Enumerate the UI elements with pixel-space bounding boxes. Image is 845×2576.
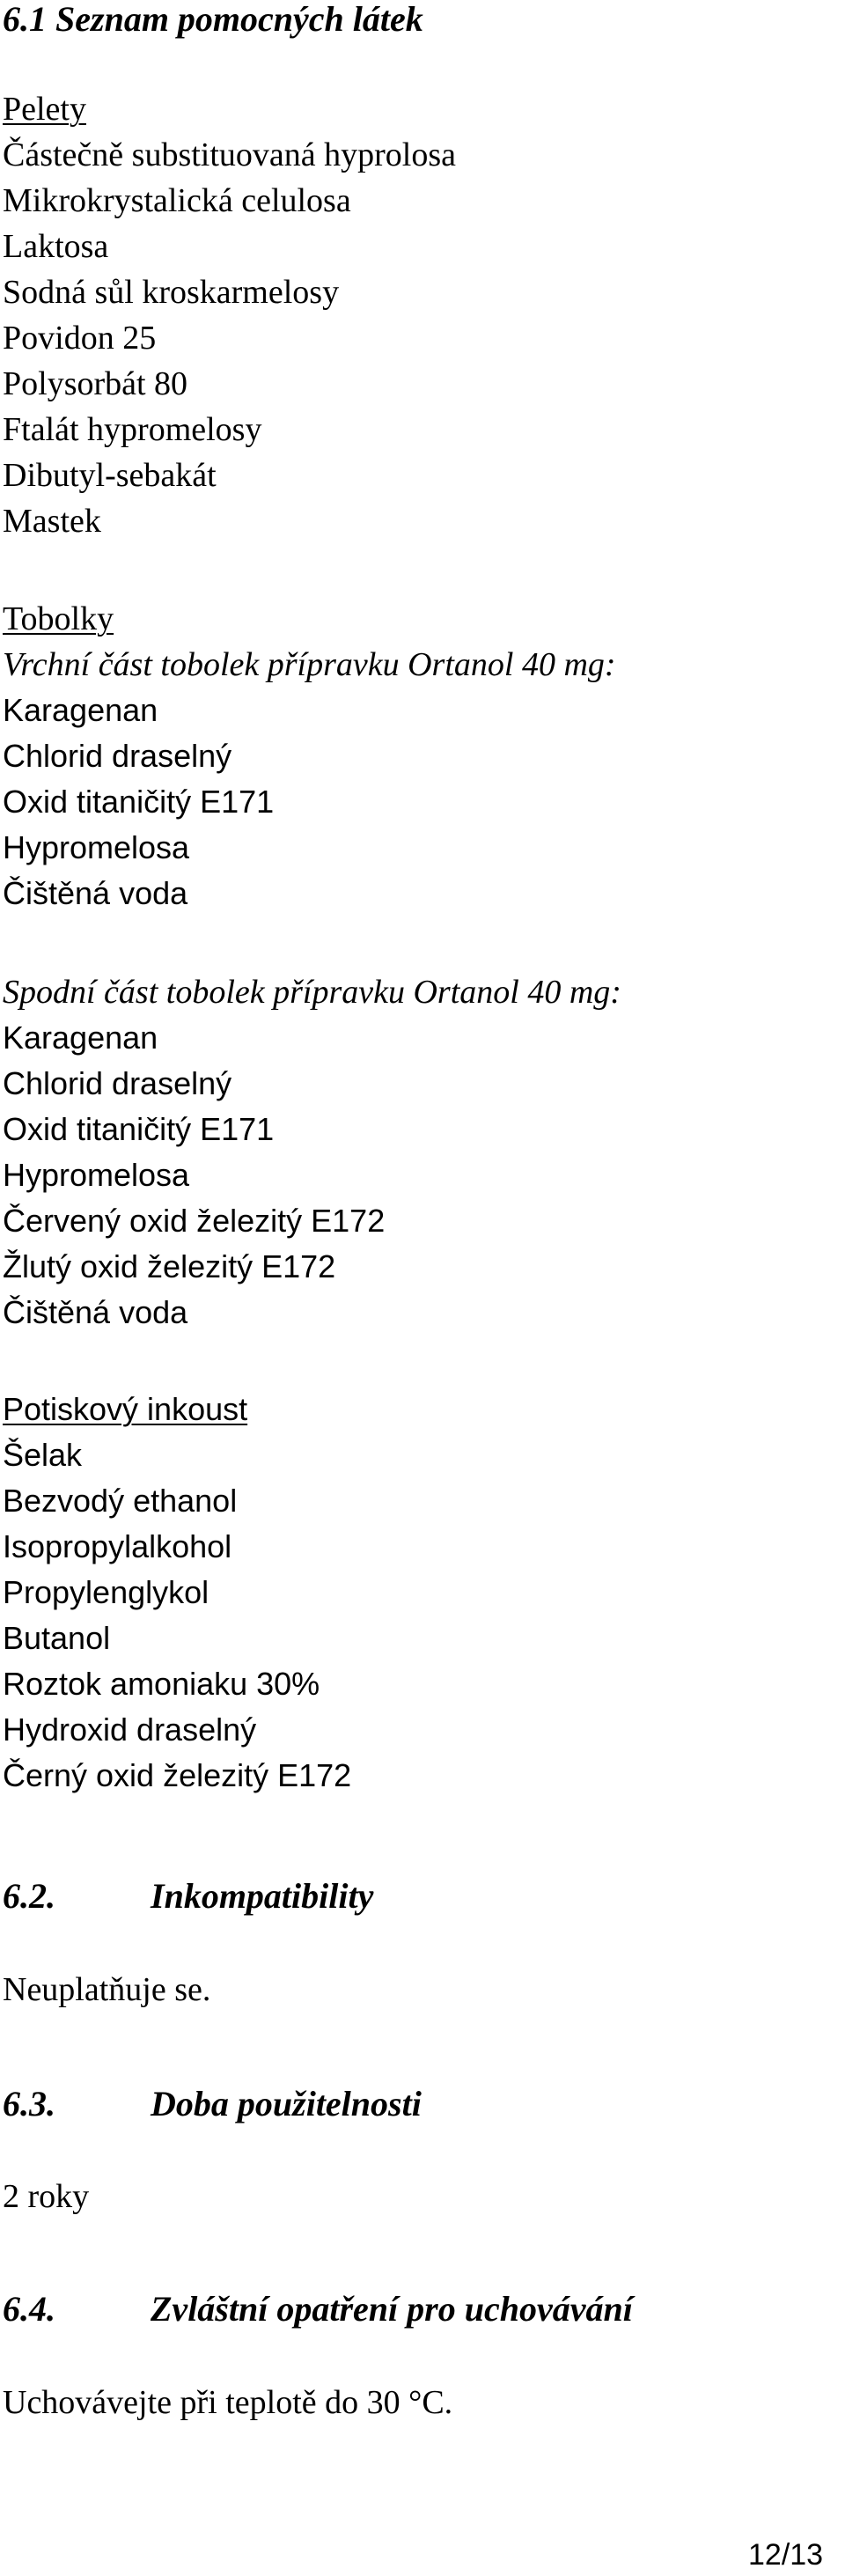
tobolky-lower-block bbox=[3, 969, 621, 1336]
list-item: Propylenglykol bbox=[3, 1574, 209, 1610]
list-item: Dibutyl-sebakát bbox=[3, 457, 217, 494]
page-number: 12/13 bbox=[748, 2538, 824, 2572]
pelety-block bbox=[3, 86, 456, 544]
list-item: Butanol bbox=[3, 1620, 111, 1656]
list-item: Mikrokrystalická celulosa bbox=[3, 182, 351, 219]
list-item: Karagenan bbox=[3, 1019, 158, 1056]
list-item: Hypromelosa bbox=[3, 1157, 190, 1193]
list-item: Černý oxid železitý E172 bbox=[3, 1757, 352, 1793]
list-item: Povidon 25 bbox=[3, 320, 157, 357]
list-item: Polysorbát 80 bbox=[3, 365, 188, 402]
list-item: Hydroxid draselný bbox=[3, 1711, 257, 1748]
list-item: Isopropylalkohol bbox=[3, 1528, 232, 1564]
list-item: Oxid titaničitý E171 bbox=[3, 1111, 275, 1147]
list-item: Šelak bbox=[3, 1437, 83, 1473]
section-6-4-heading bbox=[3, 2288, 633, 2330]
list-item: Chlorid draselný bbox=[3, 738, 232, 774]
inkoust-heading: Potiskový inkoust bbox=[3, 1391, 248, 1427]
list-item: Sodná sůl kroskarmelosy bbox=[3, 274, 340, 311]
section-6-1-title: 6.1 Seznam pomocných látek bbox=[3, 0, 423, 39]
lower-part-heading: Spodní část tobolek přípravku Ortanol 40 mg: bbox=[3, 974, 621, 1011]
section-6-4-title: Zvláštní opatření pro uchovávání bbox=[151, 2289, 633, 2329]
section-6-3-title: Doba použitelnosti bbox=[151, 2084, 422, 2123]
section-6-2-number: 6.2. bbox=[3, 1876, 55, 1916]
section-6-4-text: Uchovávejte při teplotě do 30 °C. bbox=[3, 2384, 453, 2421]
list-item: Oxid titaničitý E171 bbox=[3, 784, 275, 820]
section-6-3-text: 2 roky bbox=[3, 2178, 90, 2215]
list-item: Žlutý oxid železitý E172 bbox=[3, 1248, 336, 1284]
section-6-3-heading bbox=[3, 2083, 422, 2125]
inkoust-block bbox=[3, 1387, 351, 1799]
section-6-3-number: 6.3. bbox=[3, 2084, 55, 2123]
list-item: Hypromelosa bbox=[3, 829, 190, 865]
list-item: Čištěná voda bbox=[3, 875, 188, 911]
section-6-2-heading bbox=[3, 1875, 373, 1917]
list-item: Červený oxid železitý E172 bbox=[3, 1203, 386, 1239]
list-item: Bezvodý ethanol bbox=[3, 1483, 238, 1519]
pelety-heading: Pelety bbox=[3, 91, 86, 128]
tobolky-upper-block bbox=[3, 596, 616, 916]
list-item: Ftalát hypromelosy bbox=[3, 411, 262, 448]
tobolky-heading: Tobolky bbox=[3, 600, 114, 637]
section-6-4-number: 6.4. bbox=[3, 2289, 55, 2329]
list-item: Čištěná voda bbox=[3, 1294, 188, 1330]
list-item: Částečně substituovaná hyprolosa bbox=[3, 136, 457, 173]
list-item: Karagenan bbox=[3, 692, 158, 728]
list-item: Mastek bbox=[3, 503, 101, 540]
list-item: Roztok amoniaku 30% bbox=[3, 1666, 320, 1702]
upper-part-heading: Vrchní část tobolek přípravku Ortanol 40 mg: bbox=[3, 646, 616, 683]
section-6-2-text: Neuplatňuje se. bbox=[3, 1971, 211, 2008]
list-item: Chlorid draselný bbox=[3, 1065, 232, 1101]
list-item: Laktosa bbox=[3, 228, 109, 265]
section-6-2-title: Inkompatibility bbox=[151, 1876, 374, 1916]
